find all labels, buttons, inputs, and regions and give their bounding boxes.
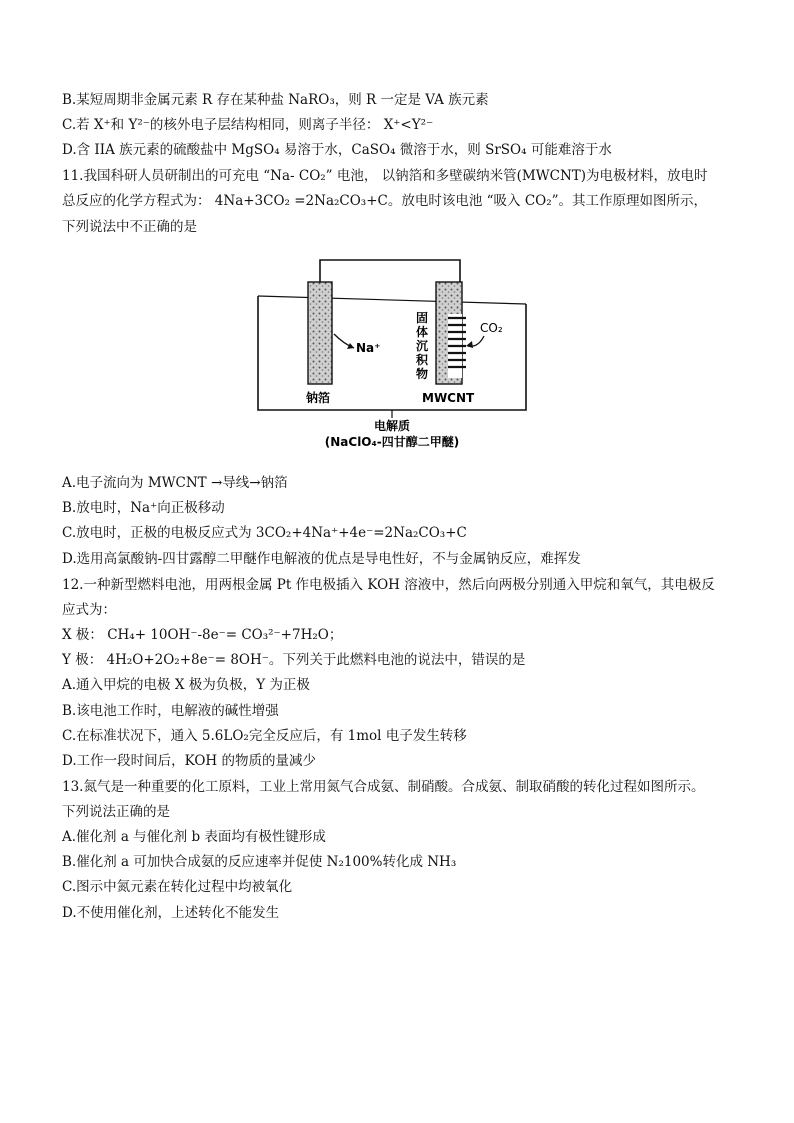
line-ionic-radius: C.若 X⁺和 Y²⁻的核外电子层结构相同，则离子半径： X⁺<Y²⁻ <box>62 117 434 133</box>
deposit-char-3: 沉 <box>416 339 429 353</box>
battery-diagram <box>252 252 532 464</box>
question-13-option-a: A.催化剂 a 与催化剂 b 表面均有极性键形成 <box>62 829 326 845</box>
na-ion-label: Na⁺ <box>356 341 381 355</box>
question-11-option-c: C.放电时，正极的电极反应式为 3CO₂+4Na⁺+4e⁻=2Na₂CO₃+C <box>62 525 467 541</box>
electrolyte-label: 电解质 <box>373 419 411 433</box>
question-12-x-electrode: X 极： CH₄+ 10OH⁻-8e⁻= CO₃²⁻+7H₂O； <box>62 627 343 643</box>
question-11-option-d: D.选用高氯酸钠-四甘露醇二甲醚作电解液的优点是导电性好，不与金属钠反应，难挥发 <box>62 551 581 567</box>
deposit-char-2: 体 <box>416 325 429 339</box>
deposit-char-5: 物 <box>416 367 429 381</box>
sodium-foil-label: 钠箔 <box>306 391 331 405</box>
sodium-foil-electrode <box>308 282 332 384</box>
na-ion-arrowhead <box>347 343 354 349</box>
external-wire <box>320 260 460 284</box>
deposit-char-1: 固 <box>416 311 429 325</box>
question-12-y-electrode: Y 极： 4H₂O+2O₂+8e⁻= 8OH⁻。下列关于此燃料电池的说法中，错误的是 <box>62 652 526 668</box>
question-13-stem-1: 13.氮气是一种重要的化工原料，工业上常用氮气合成氨、制硝酸。合成氨、制取硝酸的转化过程如图所示。 <box>62 779 705 795</box>
question-13-stem-2: 下列说法正确的是 <box>62 804 170 820</box>
question-12-stem-2: 应式为： <box>62 602 116 618</box>
question-12-option-b: B.该电池工作时，电解液的碱性增强 <box>62 703 279 719</box>
question-11-stem-1: 11.我国科研人员研制出的可充电 “Na- CO₂” 电池， 以钠箔和多壁碳纳米管(MWCNT)为电极材料，放电时 <box>62 168 708 184</box>
question-13-option-d: D.不使用催化剂，上述转化不能发生 <box>62 905 280 921</box>
question-11-option-b: B.放电时，Na⁺向正极移动 <box>62 500 225 516</box>
line-r-element: B.某短周期非金属元素 R 存在某种盐 NaRO₃，则 R 一定是 VA 族元素 <box>62 92 489 108</box>
question-11-stem-3: 下列说法中不正确的是 <box>62 219 197 235</box>
mwcnt-label: MWCNT <box>422 391 475 405</box>
battery-diagram-svg <box>252 252 532 464</box>
deposit-char-4: 积 <box>416 353 429 367</box>
question-12-option-a: A.通入甲烷的电极 X 极为负极，Y 为正极 <box>62 677 310 693</box>
question-13-option-c: C.图示中氮元素在转化过程中均被氧化 <box>62 879 293 895</box>
electrolyte-detail-label: (NaClO₄-四甘醇二甲醚) <box>324 435 460 449</box>
question-12-option-d: D.工作一段时间后，KOH 的物质的量减少 <box>62 753 316 769</box>
electrolyte-container <box>258 296 526 410</box>
question-13-option-b: B.催化剂 a 可加快合成氨的反应速率并促使 N₂100%转化成 NH₃ <box>62 854 457 870</box>
question-12-option-c: C.在标准状况下，通入 5.6LO₂完全反应后，有 1mol 电子发生转移 <box>62 728 467 744</box>
co2-arrowhead <box>466 341 473 348</box>
electrolyte-surface <box>258 296 526 304</box>
question-11-option-a: A.电子流向为 MWCNT →导线→钠箔 <box>62 475 288 491</box>
co2-label: CO₂ <box>480 321 503 335</box>
question-12-stem-1: 12.一种新型燃料电池，用两根金属 Pt 作电极插入 KOH 溶液中，然后向两极分别通入甲烷和氧气，其电极反 <box>62 577 715 593</box>
question-11-stem-2: 总反应的化学方程式为： 4Na+3CO₂ =2Na₂CO₃+C。放电时该电池 “吸入 CO₂”。其工作原理如图所示， <box>62 193 708 209</box>
line-sulfate-solubility: D.含 IIA 族元素的硫酸盐中 MgSO₄ 易溶于水，CaSO₄ 微溶于水，则 SrSO₄ 可能难溶于水 <box>62 142 612 158</box>
